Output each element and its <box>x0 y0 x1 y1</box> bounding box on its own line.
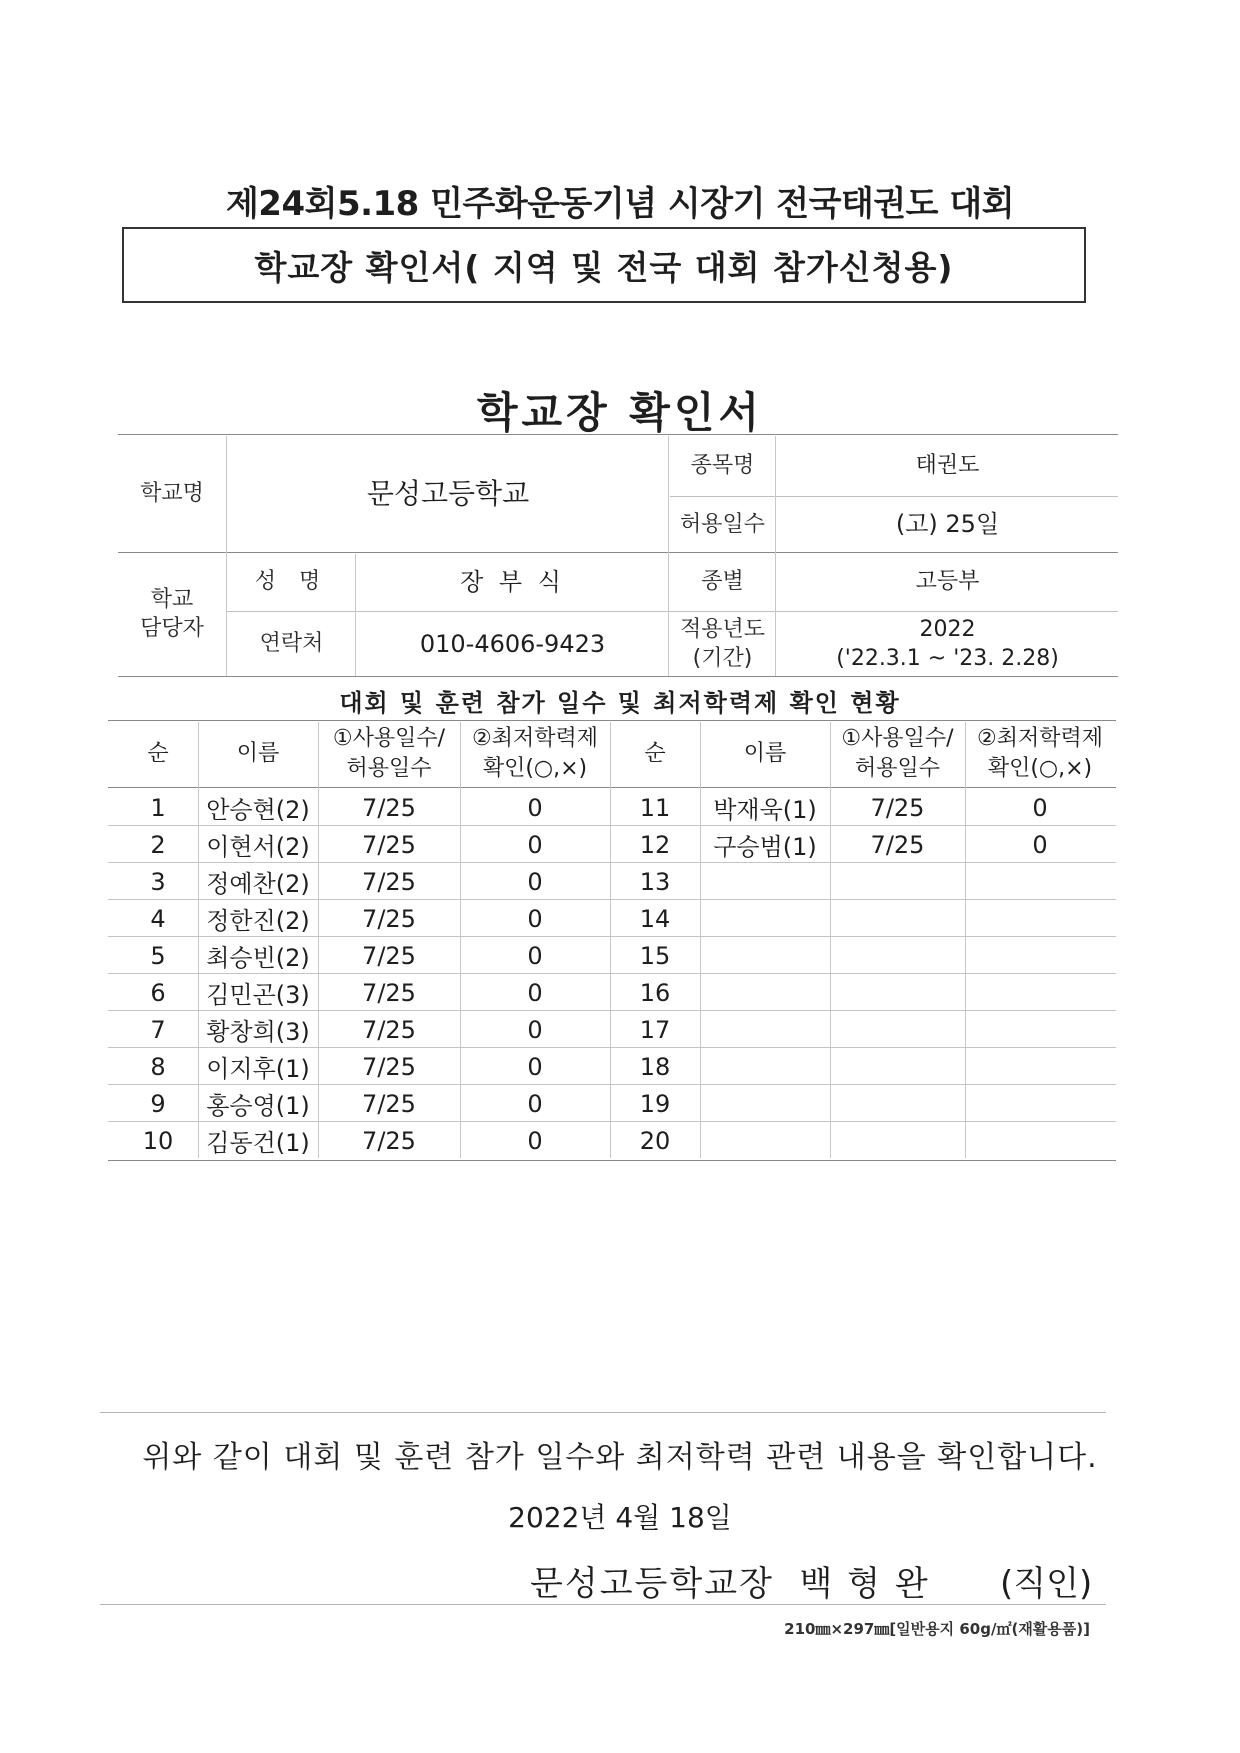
table-cell-days: 7/25 <box>362 941 416 970</box>
table-cell-name: 김동건(1) <box>206 1129 310 1157</box>
event-title: 제24회5.18 민주화운동기념 시장기 전국태권도 대회 <box>225 184 1015 224</box>
table-cell-name: 홍승영(1) <box>206 1092 310 1120</box>
table-cell-no: 16 <box>639 978 671 1007</box>
table-cell-days: 7/25 <box>362 978 416 1007</box>
table-cell-days <box>830 1048 965 1085</box>
table-cell-no: 10 <box>142 1126 174 1155</box>
table-cell-name <box>700 1085 830 1122</box>
table-cell-name <box>700 974 830 1011</box>
year-value: 2022 ('22.3.1 ~ '23. 2.28) <box>836 616 1059 671</box>
info-divider <box>118 552 1118 553</box>
table-cell-name: 정예찬(2) <box>206 870 310 898</box>
table-cell-check <box>965 1048 1115 1085</box>
table-cell-check: 0 <box>527 1015 543 1044</box>
table-cell-days: 7/25 <box>362 1015 416 1044</box>
table-cell-name: 박재욱(1) <box>713 796 817 824</box>
table-cell-name: 안승현(2) <box>206 796 310 824</box>
table-cell-no: 19 <box>639 1089 671 1118</box>
info-divider <box>226 611 1118 612</box>
table-cell-days: 7/25 <box>362 867 416 896</box>
table-cell-check: 0 <box>527 830 543 859</box>
table-cell-check: 0 <box>527 1126 543 1155</box>
contact-label: 연락처 <box>259 631 324 657</box>
table-bottom-rule <box>108 1160 1116 1161</box>
table-cell-days: 7/25 <box>362 1089 416 1118</box>
table-cell-check: 0 <box>1032 793 1048 822</box>
table-cell-days <box>830 900 965 937</box>
table-cell-no: 2 <box>150 830 166 859</box>
document-title: 학교장 확인서 <box>476 388 764 437</box>
table-cell-name: 최승빈(2) <box>206 944 310 972</box>
form-subtitle: 학교장 확인서( 지역 및 전국 대회 참가신청용) <box>122 227 1086 303</box>
table-cell-name <box>700 1011 830 1048</box>
table-cell-no: 15 <box>639 941 671 970</box>
division-value: 고등부 <box>915 569 980 595</box>
table-cell-name: 이현서(2) <box>206 833 310 861</box>
table-cell-days: 7/25 <box>870 830 925 859</box>
table-cell-name <box>700 1048 830 1085</box>
manager-label: 학교 담당자 <box>140 587 204 641</box>
official-seal: (직인) <box>1000 1564 1093 1604</box>
info-bottom-rule <box>118 676 1118 677</box>
table-cell-days: 7/25 <box>362 830 416 859</box>
table-cell-no: 8 <box>150 1052 166 1081</box>
info-top-rule <box>118 434 1118 435</box>
table-cell-check: 0 <box>1032 830 1048 859</box>
table-cell-days: 7/25 <box>362 793 416 822</box>
allowed-days-label: 허용일수 <box>679 511 765 537</box>
table-cell-days: 7/25 <box>870 793 925 822</box>
table-cell-no: 20 <box>639 1126 671 1155</box>
confirmation-date: 2022년 4월 18일 <box>508 1501 732 1534</box>
table-cell-name: 정한진(2) <box>206 907 310 935</box>
table-cell-no: 9 <box>150 1089 166 1118</box>
table-cell-name: 이지후(1) <box>206 1055 310 1083</box>
table-cell-days <box>830 937 965 974</box>
footer-bottom-rule <box>100 1604 1106 1605</box>
sport-label: 종목명 <box>690 452 755 478</box>
table-cell-days: 7/25 <box>362 1126 416 1155</box>
header-days-right: ①사용일수/ 허용일수 <box>841 726 954 781</box>
table-cell-check <box>965 974 1115 1011</box>
table-cell-no: 3 <box>150 867 166 896</box>
principal-signature: 문성고등학교장 백 형 완 <box>530 1564 930 1604</box>
table-cell-no: 18 <box>639 1052 671 1081</box>
table-cell-no: 5 <box>150 941 166 970</box>
school-label: 학교명 <box>140 480 204 506</box>
allowed-days-value: (고) 25일 <box>895 510 1000 539</box>
table-cell-no: 7 <box>150 1015 166 1044</box>
table-cell-days <box>830 1011 965 1048</box>
table-cell-check: 0 <box>527 1089 543 1118</box>
table-cell-check: 0 <box>527 867 543 896</box>
table-cell-days <box>830 974 965 1011</box>
info-col-divider <box>775 436 776 676</box>
table-cell-days <box>830 1085 965 1122</box>
section-title: 대회 및 훈련 참가 일수 및 최저학력제 확인 현황 <box>339 689 901 717</box>
info-col-divider <box>226 436 227 676</box>
table-cell-no: 4 <box>150 904 166 933</box>
table-cell-days: 7/25 <box>362 1052 416 1081</box>
table-cell-no: 12 <box>639 830 671 859</box>
table-cell-name: 황창희(3) <box>206 1018 310 1046</box>
name-label: 성 명 <box>254 569 329 595</box>
table-cell-name: 구승범(1) <box>713 833 817 861</box>
table-cell-name <box>700 900 830 937</box>
confirmation-text: 위와 같이 대회 및 훈련 참가 일수와 최저학력 관련 내용을 확인합니다. <box>142 1440 1098 1475</box>
table-cell-name <box>700 863 830 900</box>
header-days: ①사용일수/ 허용일수 <box>332 726 446 781</box>
table-cell-check: 0 <box>527 978 543 1007</box>
sport-value: 태권도 <box>915 452 980 478</box>
manager-name: 장 부 식 <box>460 567 565 596</box>
table-top-rule <box>108 720 1116 721</box>
table-cell-days: 7/25 <box>362 904 416 933</box>
table-cell-name: 김민곤(3) <box>206 981 310 1009</box>
table-cell-no: 6 <box>150 978 166 1007</box>
header-name-right: 이름 <box>743 741 787 767</box>
table-cell-name <box>700 1122 830 1159</box>
table-cell-no: 11 <box>639 793 671 822</box>
table-cell-check <box>965 1122 1115 1159</box>
info-col-divider <box>668 436 669 676</box>
table-cell-check <box>965 900 1115 937</box>
table-cell-check <box>965 1011 1115 1048</box>
table-cell-no: 13 <box>639 867 671 896</box>
table-cell-check: 0 <box>527 941 543 970</box>
footer-top-rule <box>100 1412 1106 1413</box>
header-check-right: ②최저학력제 확인(○,×) <box>977 726 1103 781</box>
paper-spec-note: 210㎜×297㎜[일반용지 60g/㎡(재활용품)] <box>784 1620 1090 1638</box>
table-cell-check: 0 <box>527 1052 543 1081</box>
year-label: 적용년도 (기간) <box>679 616 765 671</box>
table-cell-check: 0 <box>527 793 543 822</box>
table-cell-check <box>965 1085 1115 1122</box>
header-name: 이름 <box>236 741 280 767</box>
table-cell-days <box>830 863 965 900</box>
header-no-right: 순 <box>644 741 666 767</box>
division-label: 종별 <box>701 569 744 595</box>
table-cell-no: 14 <box>639 904 671 933</box>
table-cell-no: 1 <box>150 793 166 822</box>
contact-value: 010-4606-9423 <box>419 629 606 658</box>
info-divider <box>670 496 1118 497</box>
table-cell-no: 17 <box>639 1015 671 1044</box>
info-col-divider <box>355 554 356 676</box>
table-cell-check: 0 <box>527 904 543 933</box>
table-cell-check <box>965 863 1115 900</box>
table-cell-days <box>830 1122 965 1159</box>
header-no: 순 <box>147 741 169 767</box>
header-check: ②최저학력제 확인(○,×) <box>472 726 598 781</box>
table-cell-name <box>700 937 830 974</box>
table-cell-check <box>965 937 1115 974</box>
school-name: 문성고등학교 <box>366 476 530 510</box>
